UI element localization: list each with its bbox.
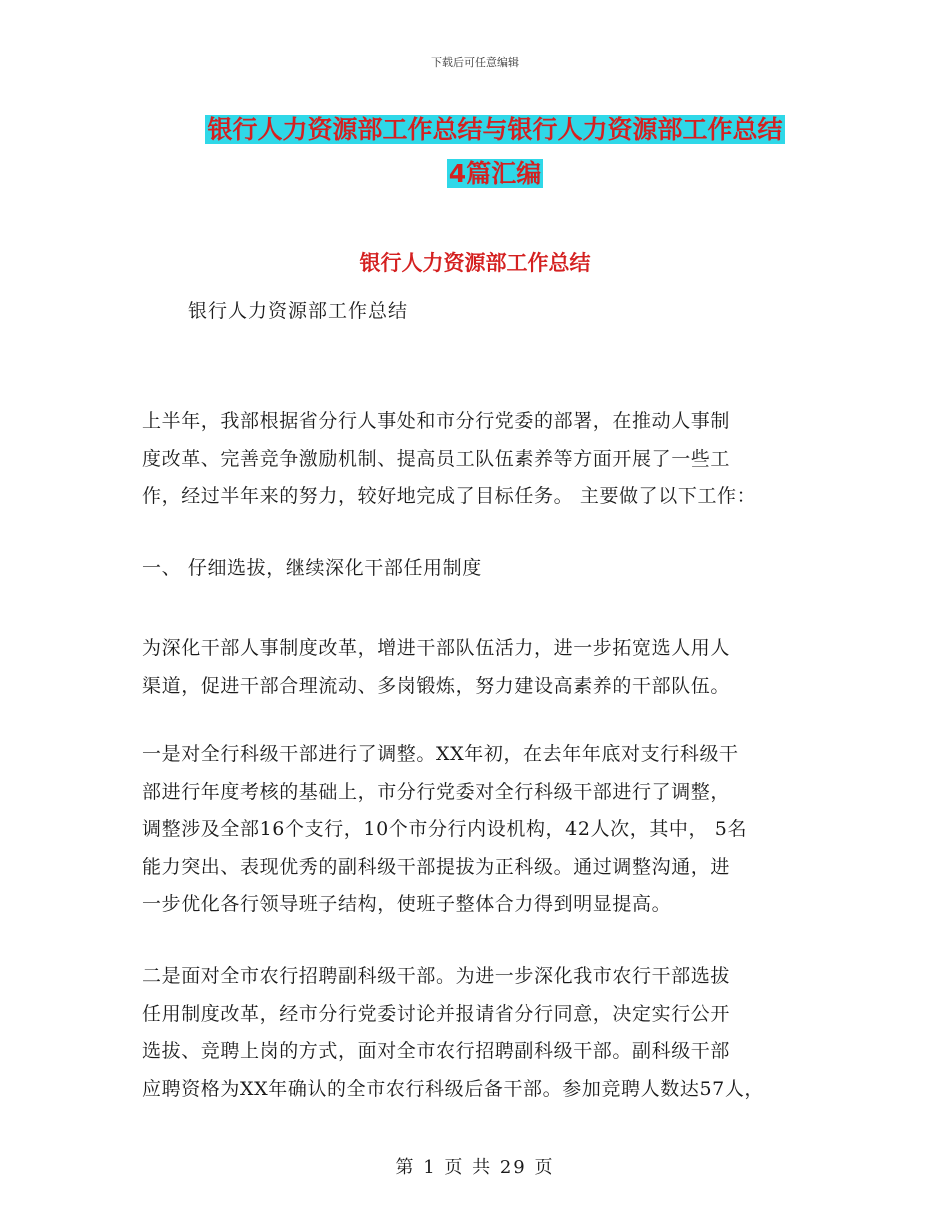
paragraph-heading-1: [142, 550, 832, 588]
paragraph-reform: [142, 630, 832, 705]
document-title-text-1: 银行人力资源部工作总结与银行人力资源部工作总结: [207, 115, 783, 144]
document-title-line-1: [190, 110, 800, 150]
paragraph-line: 部进行年度考核的基础上，市分行党委对全行科级干部进行了调整，: [142, 780, 731, 803]
paragraph-line: 调整涉及全部16个支行，10个市分行内设机构，42人次，其中， 5名: [142, 818, 748, 840]
paragraph-line: 选拔、竞聘上岗的方式，面对全市农行招聘副科级干部。副科级干部: [142, 1040, 731, 1062]
paragraph-line: 为深化干部人事制度改革，增进干部队伍活力，进一步拓宽选人用人: [142, 637, 731, 659]
document-title-text-2: 4篇汇编: [448, 159, 542, 188]
paragraph-line: 度改革、完善竞争激励机制、提高员工队伍素养等方面开展了一些工: [142, 447, 731, 470]
paragraph-line: 一步优化各行领导班子结构，使班子整体合力得到明显提高。: [142, 893, 672, 915]
paragraph-line: 上半年，我部根据省分行人事处和市分行党委的部署，在推动人事制: [142, 410, 731, 432]
header-note: 下载后可任意编辑: [431, 56, 519, 69]
document-title-line-2: [190, 154, 800, 194]
paragraph-line: 二是面对全市农行招聘副科级干部。为进一步深化我市农行干部选拔: [142, 965, 731, 987]
paragraph-line: 作，经过半年来的努力，较好地完成了目标任务。 主要做了以下工作：: [142, 485, 757, 507]
paragraph-line: 一是对全行科级干部进行了调整。XX年初，在去年年底对支行科级干: [142, 743, 739, 765]
paragraph-line: 一、 仔细选拔，继续深化干部任用制度: [142, 557, 482, 579]
section-title: 银行人力资源部工作总结: [359, 251, 591, 275]
paragraph-intro: [142, 403, 832, 516]
paragraph-line: 应聘资格为XX年确认的全市农行科级后备干部。参加竞聘人数达57人，: [142, 1077, 765, 1100]
paragraph-line: 渠道，促进干部合理流动、多岗锻炼，努力建设高素养的干部队伍。: [142, 674, 731, 697]
paragraph-adjustment: [142, 736, 832, 924]
paragraph-line: 能力突出、表现优秀的副科级干部提拔为正科级。通过调整沟通，进: [142, 855, 731, 878]
page-footer: 第 1 页 共 29 页: [395, 1157, 555, 1178]
subtitle: 银行人力资源部工作总结: [188, 300, 409, 322]
paragraph-line: 任用制度改革，经市分行党委讨论并报请省分行同意，决定实行公开: [142, 1002, 731, 1025]
paragraph-recruitment: [142, 958, 832, 1108]
